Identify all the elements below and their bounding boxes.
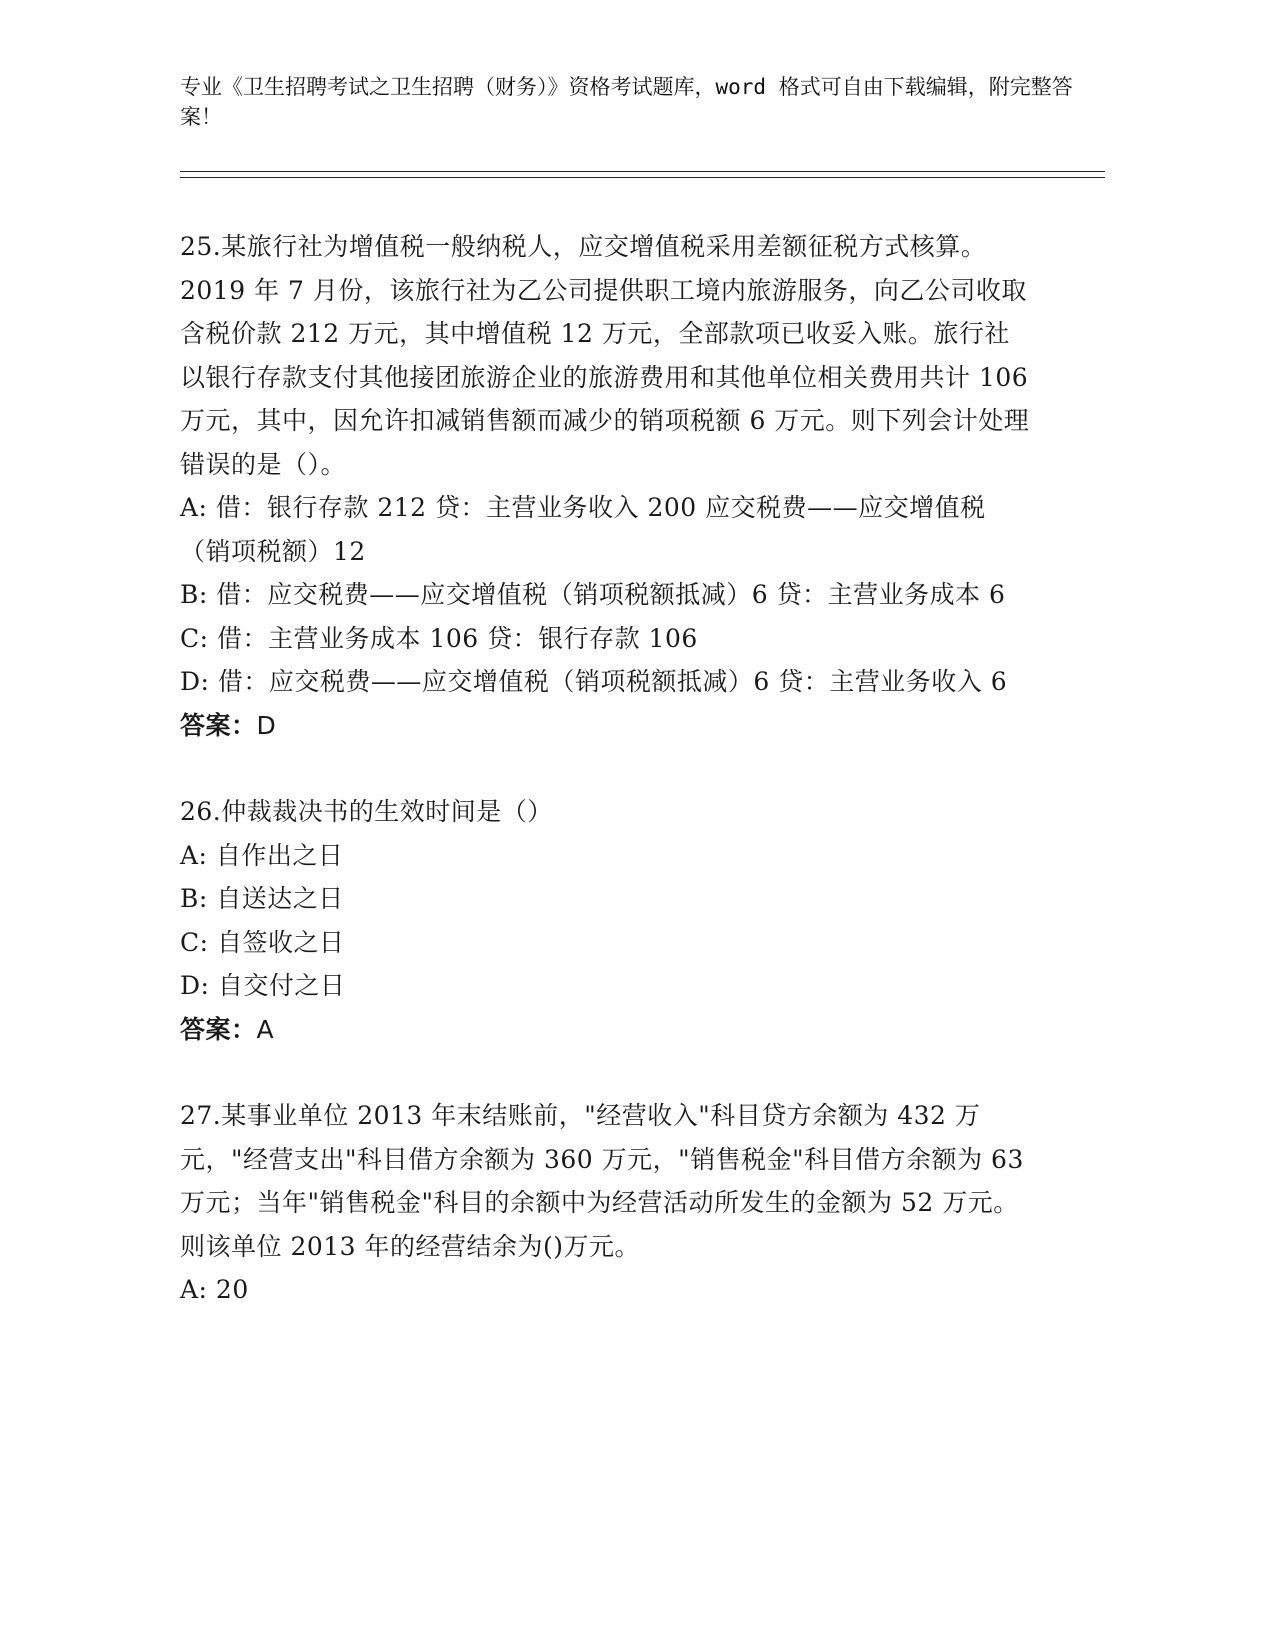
answer-value: A <box>256 1014 275 1044</box>
question-27 <box>180 1094 1030 1312</box>
option-a: A: 自作出之日 <box>180 840 344 870</box>
answer-label: 答案： <box>180 710 257 740</box>
option-c: C: 借：主营业务成本 106 贷：银行存款 106 <box>180 623 698 653</box>
answer-value: D <box>256 710 277 740</box>
document-title: 专业《卫生招聘考试之卫生招聘（财务）》资格考试题库，word 格式可自由下载编辑，附完整答案！ <box>180 75 1073 129</box>
question-list <box>180 225 1030 1355</box>
option-d: D: 借：应交税费——应交增值税（销项税额抵减）6 贷：主营业务收入 6 <box>180 667 1008 696</box>
option-a: A: 借：银行存款 212 贷：主营业务收入 200 应交税费——应交增值税（销项税额）12 <box>180 493 986 566</box>
option-a: A: 20 <box>180 1275 249 1304</box>
option-b: B: 自送达之日 <box>180 884 344 913</box>
answer <box>180 1008 1030 1052</box>
page-header <box>180 72 1080 132</box>
header-divider-bottom <box>180 177 1105 178</box>
answer-label: 答案： <box>180 1014 257 1044</box>
question-stem: 25.某旅行社为增值税一般纳税人，应交增值税采用差额征税方式核算。2019 年 7 月份，该旅行社为乙公司提供职工境内旅游服务，向乙公司收取含税价款 212 万元，其中增值税 12 万元，全部款项已收妥入账。旅行社以银行存款支付其他接团旅游企业的旅游费用和其他单位相关费用共计 106 万元，其中，因允许扣减销售额而减少的销项税额 6 万元。则下列会计处理错误的是（）。 <box>180 232 1030 479</box>
question-stem: 27.某事业单位 2013 年末结账前，"经营收入"科目贷方余额为 432 万元，"经营支出"科目借方余额为 360 万元，"销售税金"科目借方余额为 63 万元；当年"销售税金"科目的余额中为经营活动所发生的金额为 52 万元。则该单位 2013 年的经营结余为()万元。 <box>180 1101 1024 1261</box>
question-25 <box>180 225 1030 747</box>
header-divider-top <box>180 171 1105 172</box>
question-stem: 26.仲裁裁决书的生效时间是（） <box>180 797 553 826</box>
question-26 <box>180 790 1030 1051</box>
answer <box>180 704 1030 748</box>
option-d: D: 自交付之日 <box>180 971 346 1000</box>
option-c: C: 自签收之日 <box>180 927 345 957</box>
option-b: B: 借：应交税费——应交增值税（销项税额抵减）6 贷：主营业务成本 6 <box>180 580 1006 609</box>
